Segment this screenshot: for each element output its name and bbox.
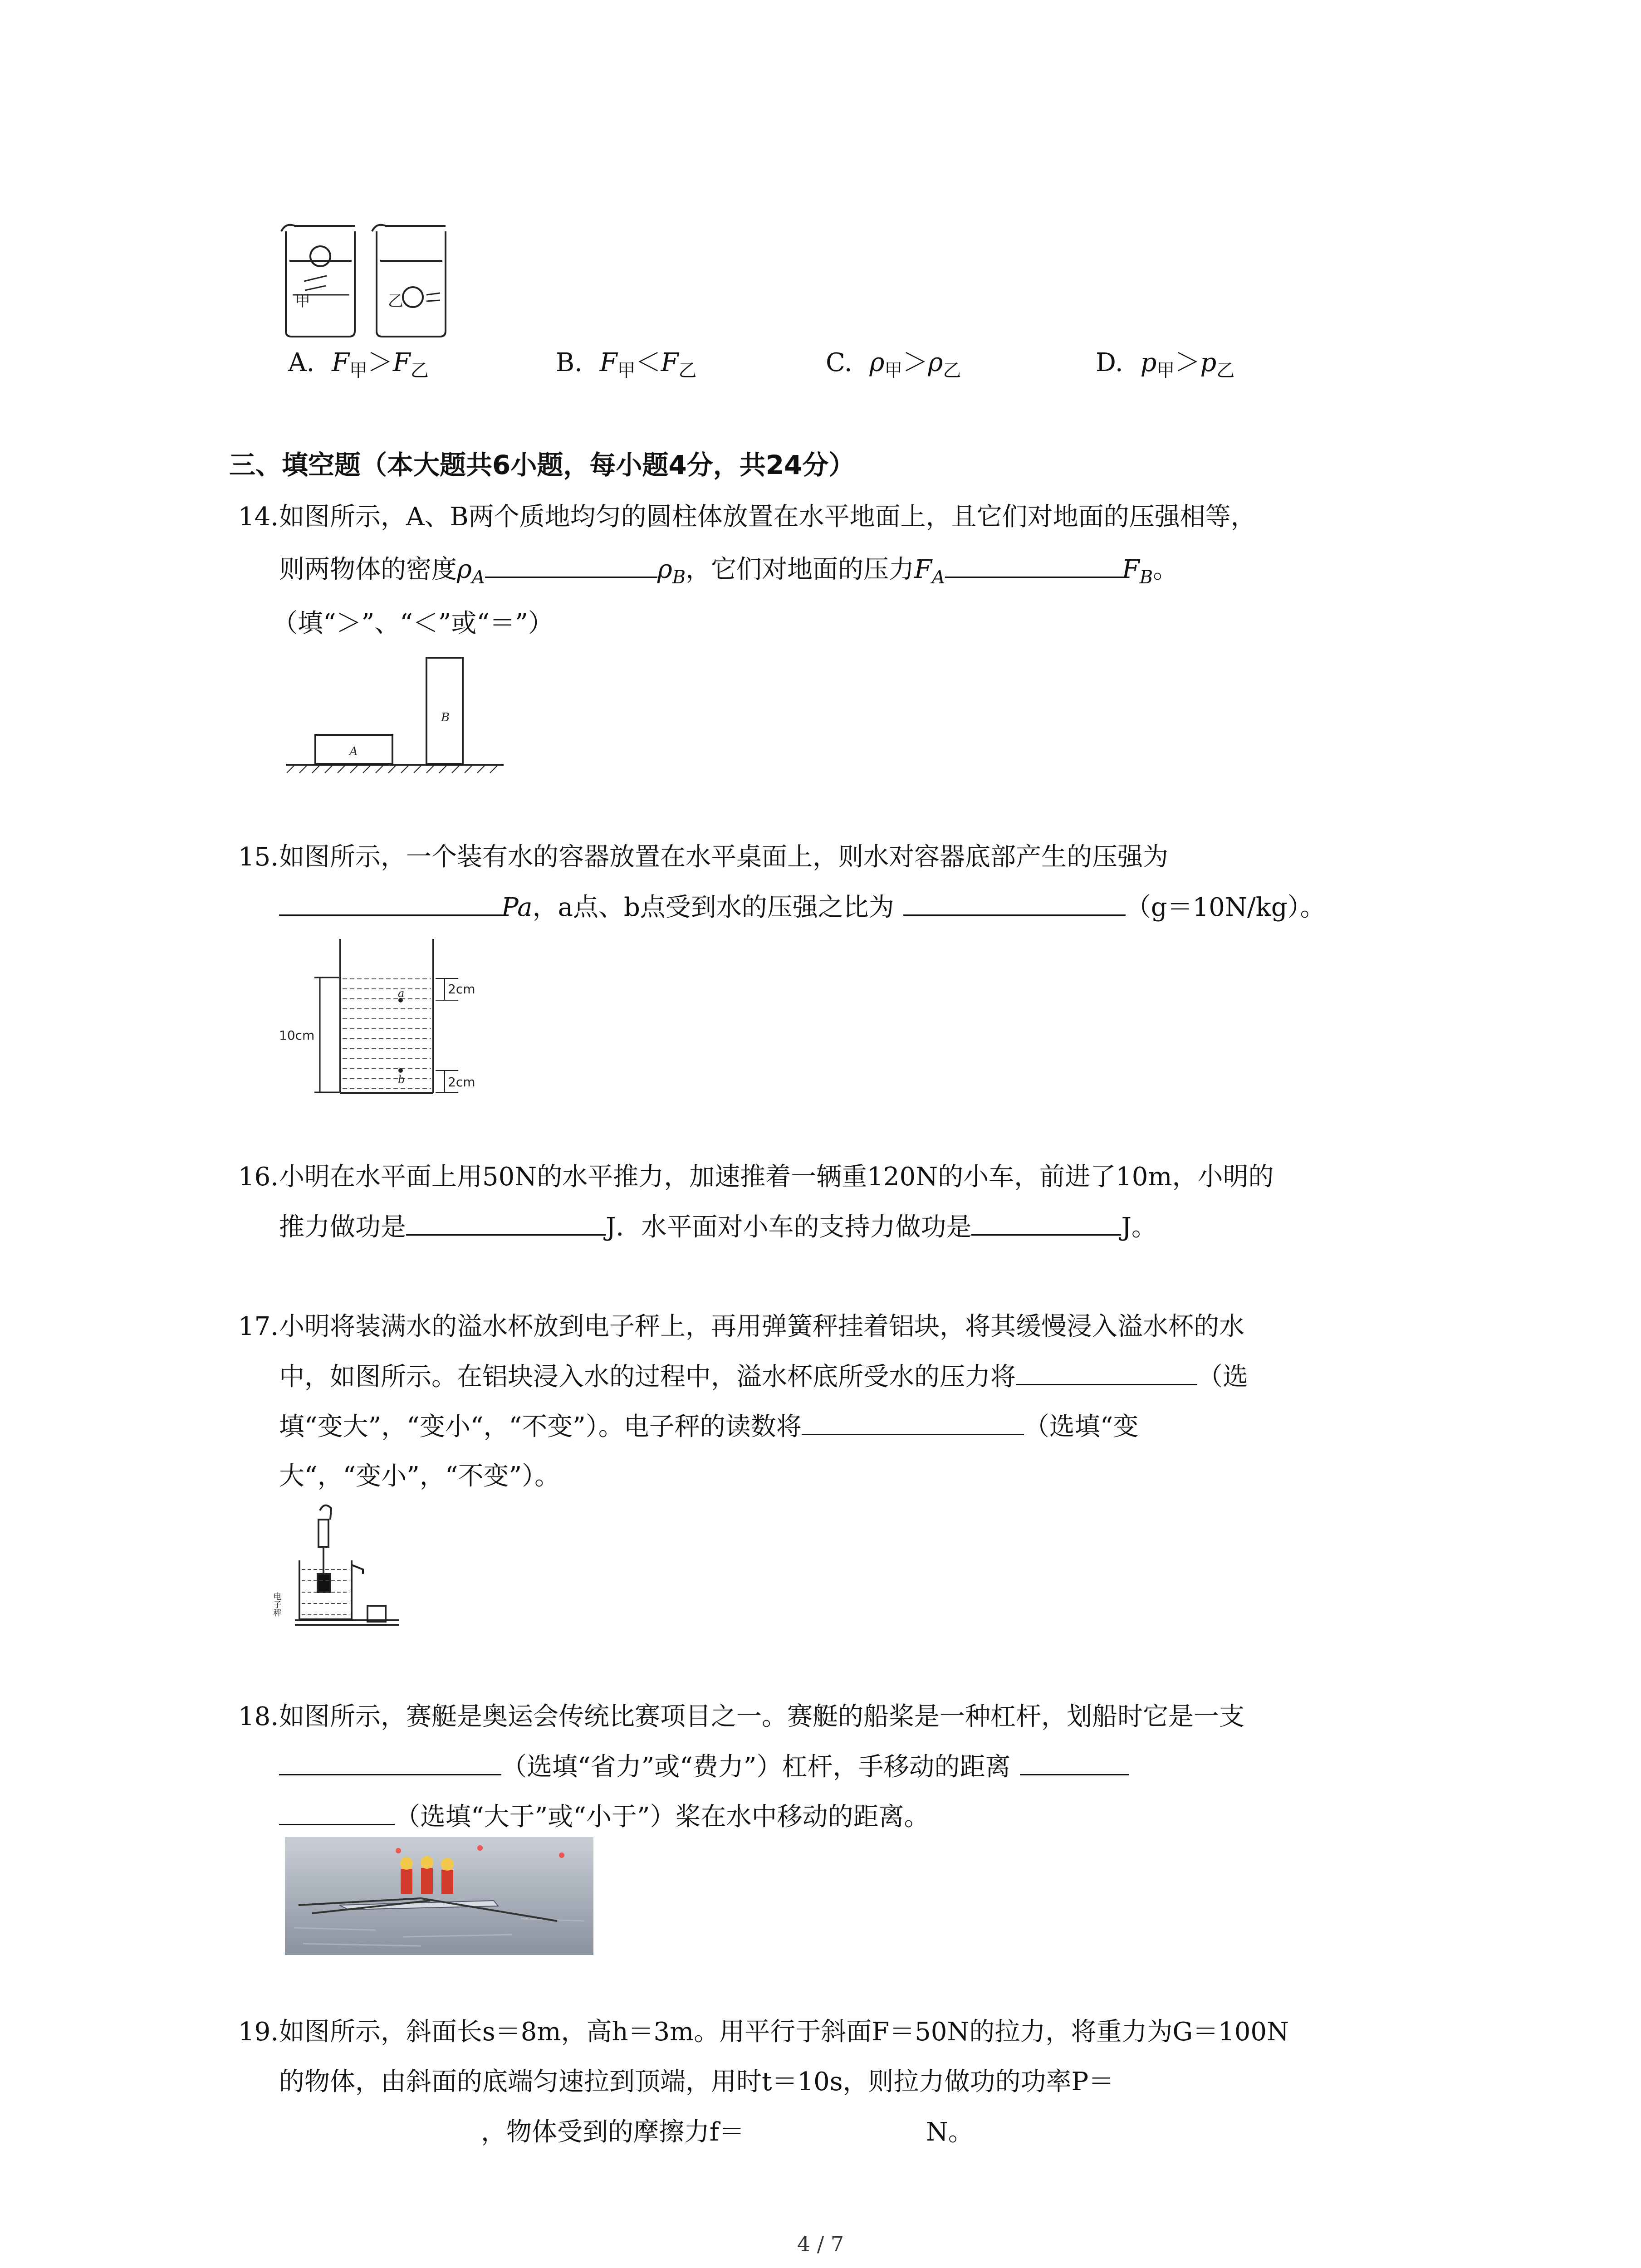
choice-b[interactable]: B. $F_甲<F_乙$ — [556, 348, 697, 381]
q19-line1: 19.如图所示，斜面长s＝8m，高h＝3m。用平行于斜面F＝50N的拉力，将重力为G＝100N — [238, 2017, 1289, 2047]
q14-blank-force[interactable] — [945, 551, 1122, 578]
q16-line2: 推力做功是 J．水平面对小车的支持力做功是 J。 — [279, 1209, 1157, 1246]
q15-label-top: 2cm — [448, 982, 475, 997]
q15-label-height: 10cm — [279, 1028, 315, 1043]
q16-blank-work[interactable] — [406, 1209, 606, 1236]
q15-blank-ratio[interactable] — [903, 889, 1126, 916]
q16-blank-support-work[interactable] — [971, 1209, 1121, 1236]
q18-line2: （选填“省力”或“费力”）杠杆，手移动的距离 — [279, 1749, 1129, 1785]
q15-label-b: b — [398, 1073, 405, 1086]
section-heading: 三、填空题（本大题共6小题，每小题4分，共24分） — [229, 450, 855, 480]
q18-blank-distance-a[interactable] — [1020, 1749, 1129, 1775]
q18-blank-distance-b[interactable] — [279, 1799, 395, 1825]
q14-blank-density[interactable] — [485, 551, 657, 578]
q15-blank-pressure[interactable] — [279, 889, 501, 916]
q15-line2: Pa，a点、b点受到水的压强之比为 （g＝10N/kg）。 — [279, 889, 1326, 926]
q17-blank-cup-force[interactable] — [1016, 1359, 1197, 1385]
q16-line1: 16.小明在水平面上用50N的水平推力，加速推着一辆重120N的小车，前进了10m，小明的 — [238, 1162, 1274, 1192]
q15-label-a: a — [398, 987, 405, 1000]
beakers-figure — [277, 218, 458, 345]
q19-line3: ，物体受到的摩擦力f＝ N。 — [481, 2114, 974, 2151]
q14-line3: （填“＞”、“＜”或“＝”） — [272, 609, 554, 638]
q17-line2: 中，如图所示。在铝块浸入水的过程中，溢水杯底所受水的压力将 （选 — [279, 1359, 1248, 1395]
q18-line1: 18.如图所示，赛艇是奥运会传统比赛项目之一。赛艇的船桨是一种杠杆，划船时它是一支 — [238, 1702, 1244, 1731]
choice-d[interactable]: D. $p_甲>p_乙$ — [1096, 348, 1235, 381]
page-number: 4 / 7 — [797, 2232, 844, 2256]
q15-container-figure — [279, 934, 488, 1102]
choice-a[interactable]: A. $F_甲>F_乙$ — [288, 348, 429, 381]
q17-line3: 填“变大”，“变小“，“不变”）。电子秤的读数将 （选填“变 — [279, 1408, 1138, 1445]
q14-label-b: B — [441, 711, 450, 724]
q18-blank-lever-type[interactable] — [279, 1749, 501, 1775]
q14-line1: 14.如图所示，A、B两个质地均匀的圆柱体放置在水平地面上，且它们对地面的压强相等， — [238, 502, 1256, 532]
beaker-left-label: 甲 — [295, 292, 310, 310]
q19-line2: 的物体，由斜面的底端匀速拉到顶端，用时t＝10s，则拉力做功的功率P＝ — [279, 2067, 1114, 2097]
q17-blank-scale-reading[interactable] — [802, 1408, 1024, 1435]
q15-label-bottom: 2cm — [448, 1075, 475, 1090]
q14-cylinders-figure — [281, 653, 508, 776]
q17-line4: 大“，“变小”，“不变”）。 — [279, 1461, 560, 1491]
q14-label-a: A — [349, 745, 358, 758]
q15-line1: 15.如图所示，一个装有水的容器放置在水平桌面上，则水对容器底部产生的压强为 — [238, 842, 1168, 872]
q18-line3: （选填“大于”或“小于”）桨在水中移动的距离。 — [279, 1799, 930, 1835]
q14-line2: 则两物体的密度$\rho_A$ $\rho_B$，它们对地面的压力$F_A$ $F_B$。 — [279, 551, 1178, 596]
q17-line1: 17.小明将装满水的溢水杯放到电子秤上，再用弹簧秤挂着铝块，将其缓慢浸入溢水杯的水 — [238, 1312, 1244, 1341]
q17-overflow-cup-figure — [272, 1501, 404, 1637]
beaker-right-label: 乙 — [388, 292, 403, 310]
q19-blank-friction[interactable] — [745, 2114, 926, 2141]
q17-scale-label: 电子秤 — [272, 1592, 282, 1617]
rowing-photo — [285, 1837, 593, 1955]
choice-c[interactable]: C. $\rho_甲>\rho_乙$ — [826, 348, 961, 381]
